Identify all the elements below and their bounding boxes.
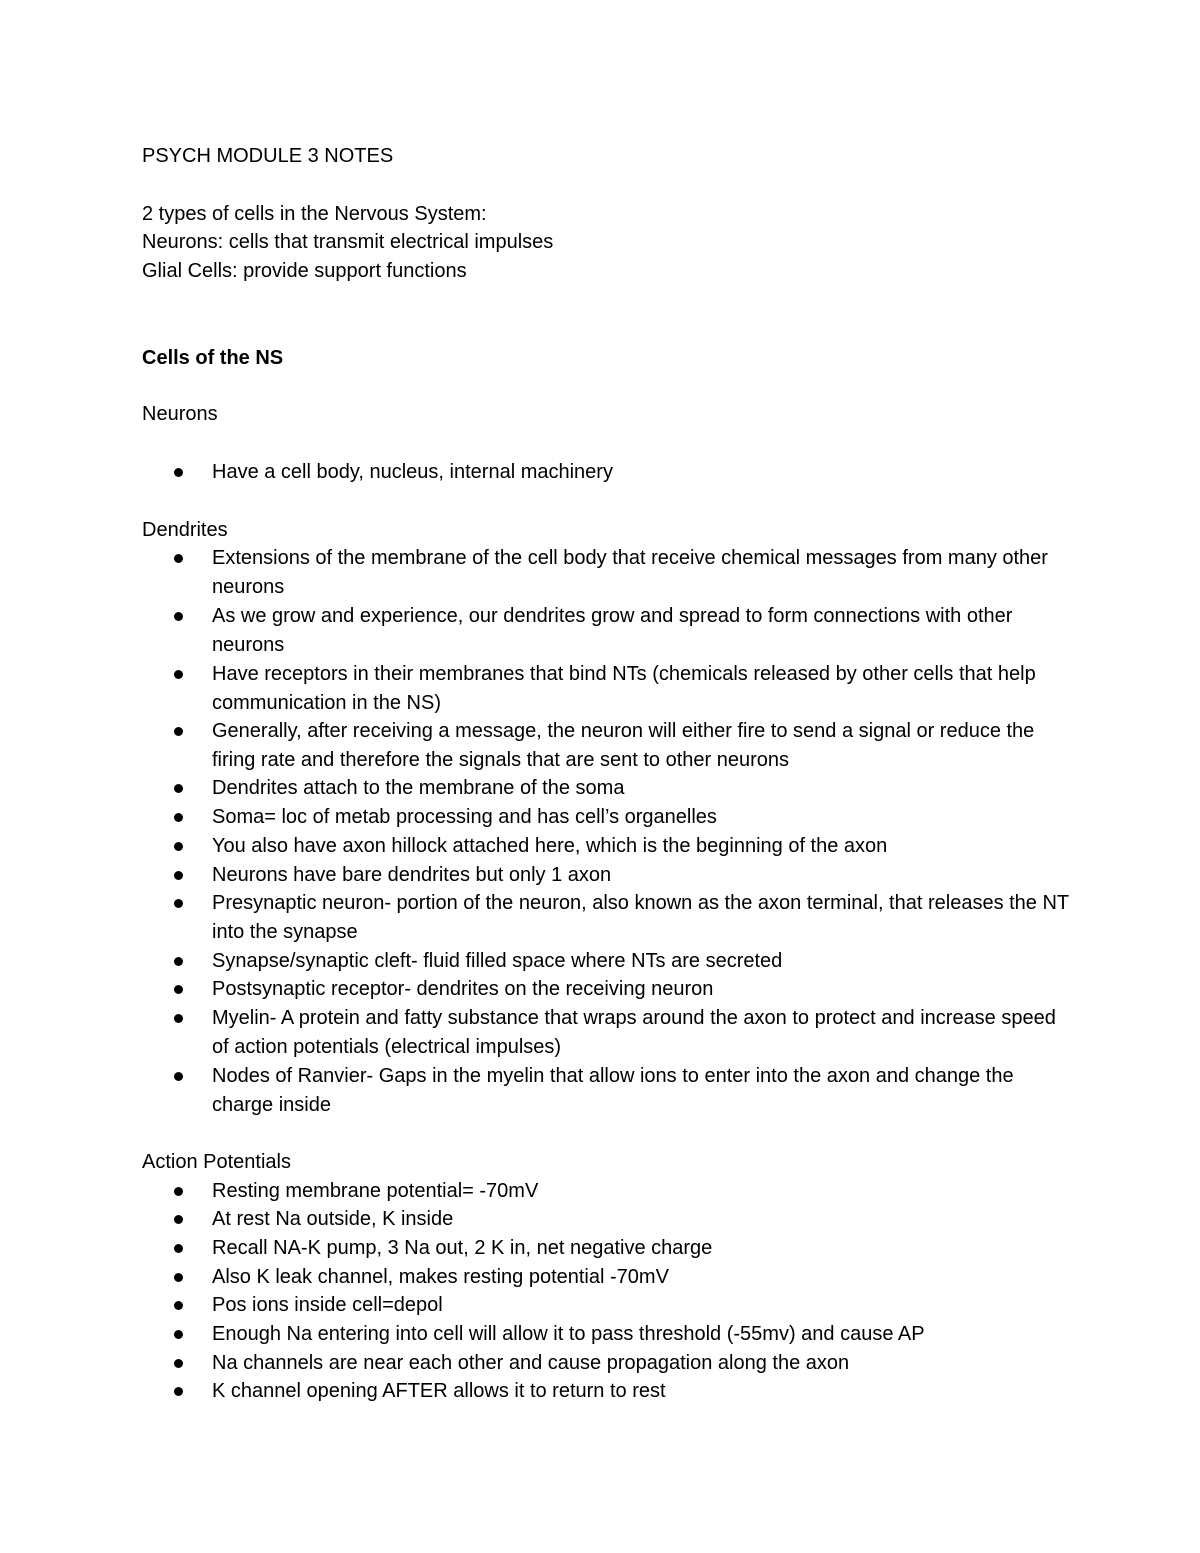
dendrites-item-text: Nodes of Ranvier- Gaps in the myelin that allow ions to enter into the axon and change the charge inside xyxy=(212,1065,1014,1116)
neurons-item-text: Have a cell body, nucleus, internal machinery xyxy=(212,461,613,483)
dendrites-item-text: Synapse/synaptic cleft- fluid filled space where NTs are secreted xyxy=(212,950,783,972)
dendrites-item-text: Dendrites attach to the membrane of the soma xyxy=(212,777,625,799)
dendrites-item-text: Myelin- A protein and fatty substance that wraps around the axon to protect and increase speed of action potentials (electrical impulses) xyxy=(212,1007,1056,1058)
bullet-icon xyxy=(174,612,183,621)
bullet-icon xyxy=(174,813,183,822)
dendrites-item-text: Soma= loc of metab processing and has cell’s organelles xyxy=(212,806,717,828)
bullet-icon xyxy=(174,1215,183,1224)
bullet-icon xyxy=(174,899,183,908)
action-potentials-item-text: K channel opening AFTER allows it to return to rest xyxy=(212,1380,666,1402)
intro-line-1: 2 types of cells in the Nervous System: xyxy=(142,203,487,225)
bullet-icon xyxy=(174,1014,183,1023)
bullet-icon xyxy=(174,1244,183,1253)
intro-line-2: Neurons: cells that transmit electrical impulses xyxy=(142,231,554,253)
action-potentials-item-text: Na channels are near each other and cause propagation along the axon xyxy=(212,1352,850,1374)
dendrites-item-text: Presynaptic neuron- portion of the neuron, also known as the axon terminal, that releases the NT into the synapse xyxy=(212,892,1069,943)
dendrites-item-text: Generally, after receiving a message, the neuron will either fire to send a signal or reduce the firing rate and therefore the signals that are sent to other neurons xyxy=(212,720,1035,771)
action-potentials-item-text: Recall NA-K pump, 3 Na out, 2 K in, net negative charge xyxy=(212,1237,713,1259)
page-title: PSYCH MODULE 3 NOTES xyxy=(142,145,394,167)
dendrites-heading: Dendrites xyxy=(142,519,228,541)
bullet-icon xyxy=(174,1387,183,1396)
bullet-icon xyxy=(174,727,183,736)
bullet-icon xyxy=(174,842,183,851)
action-potentials-item-text: Resting membrane potential= -70mV xyxy=(212,1180,539,1202)
action-potentials-heading: Action Potentials xyxy=(142,1151,291,1173)
action-potentials-item-text: Pos ions inside cell=depol xyxy=(212,1294,443,1316)
section-heading: Cells of the NS xyxy=(142,347,284,369)
action-potentials-item-text: At rest Na outside, K inside xyxy=(212,1208,454,1230)
bullet-icon xyxy=(174,985,183,994)
dendrites-item-text: Postsynaptic receptor- dendrites on the receiving neuron xyxy=(212,978,714,1000)
neurons-heading: Neurons xyxy=(142,403,218,425)
action-potentials-item-text: Enough Na entering into cell will allow it to pass threshold (-55mv) and cause AP xyxy=(212,1323,925,1345)
dendrites-item-text: You also have axon hillock attached here, which is the beginning of the axon xyxy=(212,835,888,857)
bullet-icon xyxy=(174,554,183,563)
dendrites-item-text: Extensions of the membrane of the cell body that receive chemical messages from many other neurons xyxy=(212,547,1048,598)
intro-line-3: Glial Cells: provide support functions xyxy=(142,260,467,282)
action-potentials-item-text: Also K leak channel, makes resting potential -70mV xyxy=(212,1266,669,1288)
bullet-icon xyxy=(174,1330,183,1339)
bullet-icon xyxy=(174,871,183,880)
bullet-icon xyxy=(174,1301,183,1310)
bullet-icon xyxy=(174,1072,183,1081)
bullet-icon xyxy=(174,1187,183,1196)
bullet-icon xyxy=(174,1359,183,1368)
bullet-icon xyxy=(174,1273,183,1282)
dendrites-item-text: As we grow and experience, our dendrites grow and spread to form connections with other neurons xyxy=(212,605,1013,656)
bullet-icon xyxy=(174,957,183,966)
dendrites-item-text: Neurons have bare dendrites but only 1 axon xyxy=(212,864,612,886)
bullet-icon xyxy=(174,784,183,793)
bullet-icon xyxy=(174,468,183,477)
dendrites-item-text: Have receptors in their membranes that bind NTs (chemicals released by other cells that help communication in the NS) xyxy=(212,663,1036,714)
bullet-icon xyxy=(174,670,183,679)
